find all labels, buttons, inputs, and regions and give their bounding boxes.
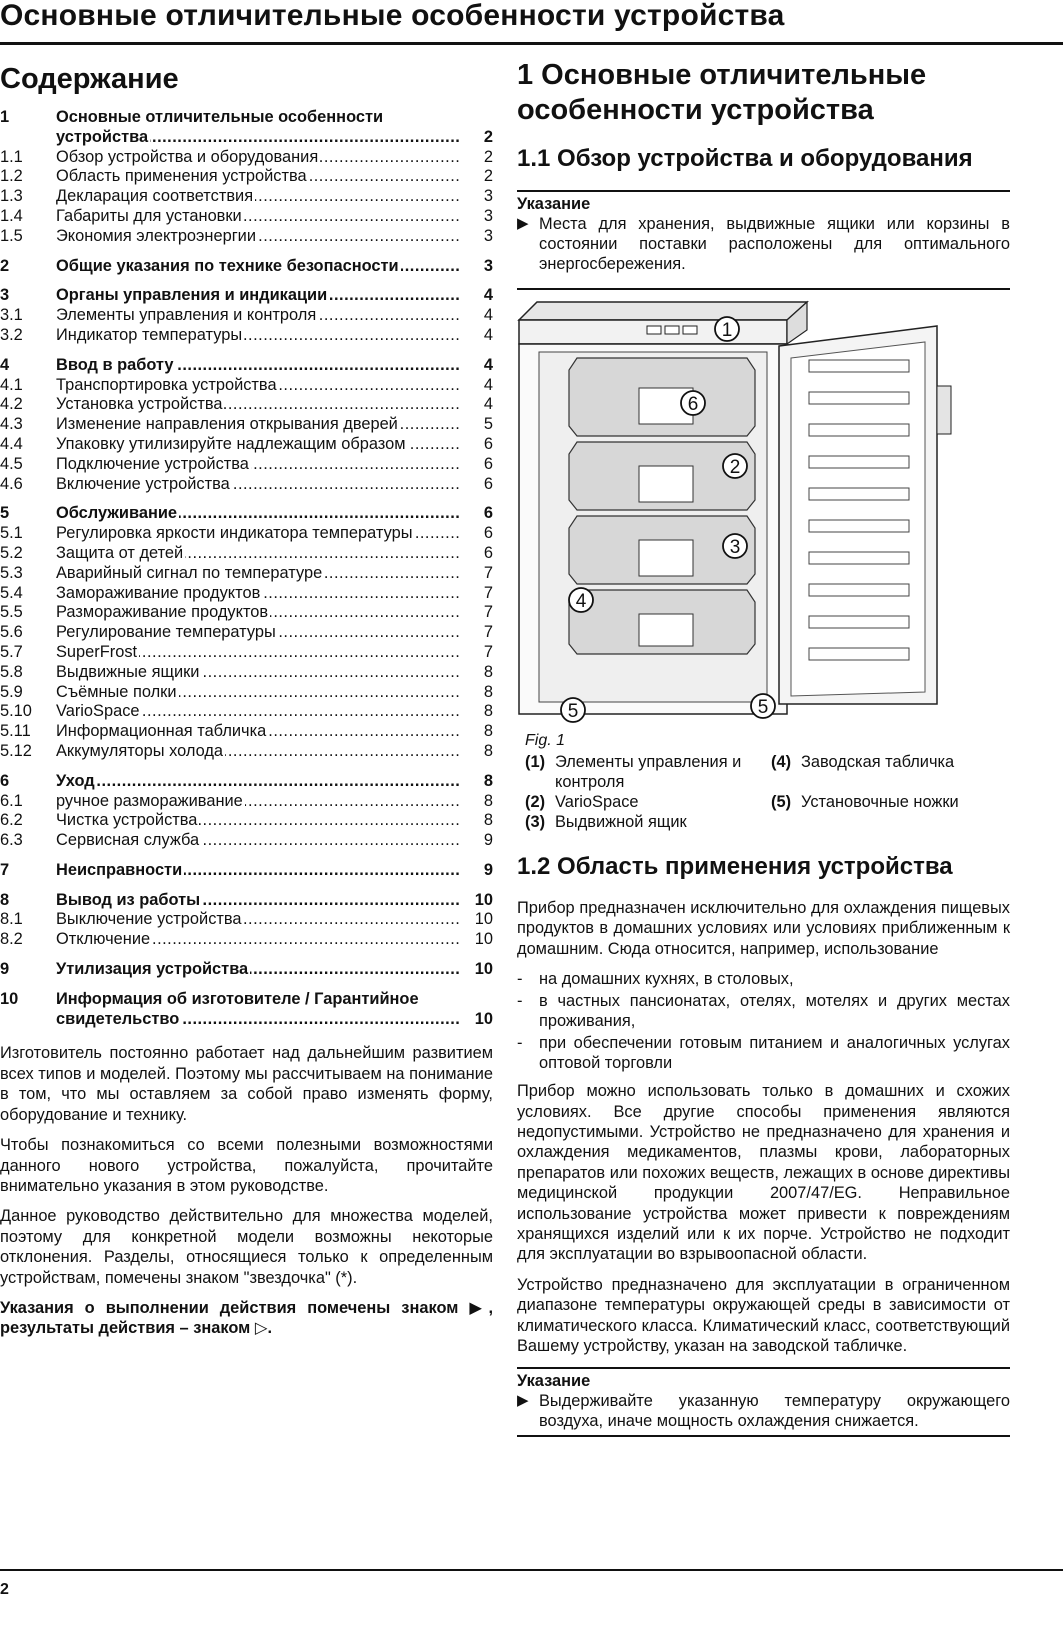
note-text: Выдерживайте указанную температуру окружающего воздуха, иначе мощность охлаждения снижается. <box>539 1391 1010 1430</box>
toc-entry-label: Включение устройства ..... <box>56 475 459 495</box>
toc-entry-label: Регулировка яркости индикатора температуры ..... <box>56 524 459 544</box>
toc-entry-page: 3 <box>483 206 493 225</box>
note-1-1 <box>517 190 1010 274</box>
toc-entry[interactable] <box>0 306 493 326</box>
intro-text <box>0 1043 493 1338</box>
toc-entry-label: Аварийный сигнал по температуре ..... <box>56 564 459 584</box>
toc-entry[interactable] <box>0 286 493 306</box>
toc-entry[interactable] <box>0 811 493 831</box>
toc-entry-number: 3.2 <box>0 325 23 344</box>
toc-entry[interactable] <box>0 356 493 376</box>
toc-entry-number: 4.2 <box>0 395 23 414</box>
toc-entry-number: 9 <box>0 960 10 979</box>
toc-entry-label: Отключение ..... <box>56 930 459 950</box>
toc-entry[interactable] <box>0 643 493 663</box>
section-1-2-paragraph-2: Прибор можно использовать только в домашних и схожих условиях. Все другие способы применения являются недопустимыми. Устройство не предназначено для хранения и охлаждения медикаментов, плазмы крови, лабораторных препаратов или похожих веществ, лежащих в основе директивы медицинской продукции 2007/47/EG. Неправильное использование устройства может привести к повреждениям хранящихся изделий или к их порче. Устройство не подходит для эксплуатации во взрывоопасной области. <box>517 1082 1010 1264</box>
toc-entry-page: 6 <box>483 524 493 543</box>
toc-entry-number: 5.5 <box>0 603 23 622</box>
page-header-title: Основные отличительные особенности устройства <box>0 0 785 32</box>
right-column <box>517 58 1010 1451</box>
toc-entry-label: Подключение устройства ..... <box>56 455 459 475</box>
toc-entry[interactable] <box>0 772 493 792</box>
toc-entry[interactable] <box>0 663 493 683</box>
toc-entry-label: Органы управления и индикации ..... <box>56 286 459 306</box>
toc-entry[interactable] <box>0 108 493 128</box>
toc-entry-label: Неисправности ..... <box>56 861 459 881</box>
toc-entry-number: 1.4 <box>0 206 23 225</box>
usage-list <box>517 969 1010 1073</box>
toc-entry-label: ручное размораживание ..... <box>56 792 459 812</box>
toc-entry-page: 8 <box>483 722 493 741</box>
figure-caption: Fig. 1 <box>525 732 566 749</box>
toc-entry-label: Аккумуляторы холода ..... <box>56 742 459 762</box>
toc-entry-label: Чистка устройства ..... <box>56 811 459 831</box>
toc-entry-number: 3 <box>0 286 10 305</box>
action-arrow-icon: ▶ <box>517 1391 529 1409</box>
toc-entry-number: 6.1 <box>0 791 23 810</box>
toc-entry-number: 5.11 <box>0 722 31 741</box>
toc-entry[interactable] <box>0 603 493 623</box>
toc-entry-page: 3 <box>483 187 493 206</box>
note-title: Указание <box>517 195 591 213</box>
toc-entry-number: 4.4 <box>0 434 23 453</box>
toc-entry-label: Съёмные полки ..... <box>56 683 459 703</box>
toc-entry-number: 5.6 <box>0 623 23 642</box>
toc-entry-label: Информация об изготовителе / Гарантийное <box>56 989 419 1008</box>
toc-entry-number: 1.5 <box>0 226 23 245</box>
toc-entry[interactable] <box>0 683 493 703</box>
toc-entry[interactable] <box>0 207 493 227</box>
toc-entry-label: Замораживание продуктов ..... <box>56 584 459 604</box>
toc-entry-label: Экономия электроэнергии ..... <box>56 227 459 247</box>
toc-entry-label: Обзор устройства и оборудования ..... <box>56 148 459 168</box>
callout-3: 3 <box>729 537 741 558</box>
toc-group <box>0 772 493 851</box>
toc-entry-page: 2 <box>483 167 493 186</box>
toc-entry-label: Габариты для установки ..... <box>56 207 459 227</box>
toc-entry-number: 1.3 <box>0 187 23 206</box>
table-of-contents <box>0 108 493 1029</box>
toc-entry-number: 5 <box>0 504 10 523</box>
toc-entry-page: 6 <box>483 454 493 473</box>
page-header <box>0 0 1063 45</box>
toc-entry[interactable] <box>0 1010 493 1030</box>
toc-entry-page <box>459 990 493 1010</box>
callout-4: 4 <box>575 591 587 612</box>
toc-entry-page: 10 <box>474 1009 493 1028</box>
toc-entry[interactable] <box>0 722 493 742</box>
toc-entry[interactable] <box>0 148 493 168</box>
toc-entry[interactable] <box>0 742 493 762</box>
toc-entry[interactable] <box>0 128 493 148</box>
toc-entry[interactable] <box>0 792 493 812</box>
toc-entry-number <box>0 128 56 148</box>
toc-entry-label: Выключение устройства ..... <box>56 910 459 930</box>
note-text: Места для хранения, выдвижные ящики или корзины в состоянии поставки расположены для оптимального энергосбережения. <box>539 215 1010 273</box>
section-1-2-title: 1.2 Область применения устройства <box>517 853 953 880</box>
toc-entry-number: 5.7 <box>0 642 23 661</box>
toc-entry-number: 8.1 <box>0 910 23 929</box>
toc-entry[interactable] <box>0 831 493 851</box>
toc-entry[interactable] <box>0 475 493 495</box>
toc-entry-page: 7 <box>483 563 493 582</box>
toc-entry[interactable] <box>0 167 493 187</box>
freezer-illustration <box>517 300 1010 730</box>
toc-entry-page: 9 <box>483 860 493 879</box>
toc-entry-page: 8 <box>483 702 493 721</box>
toc-entry-label: Декларация соответствия ..... <box>56 187 459 207</box>
callout-5-left: 5 <box>567 701 579 722</box>
toc-entry-page: 10 <box>474 910 493 929</box>
toc-entry-page: 6 <box>483 543 493 562</box>
toc-entry-page: 7 <box>483 623 493 642</box>
toc-entry[interactable] <box>0 584 493 604</box>
toc-entry-label: свидетельство ..... <box>56 1010 459 1030</box>
note-body <box>517 1391 1010 1431</box>
toc-entry-page: 10 <box>474 890 493 909</box>
toc-entry[interactable] <box>0 960 493 980</box>
section-1-title: 1 Основные отличительные особенности устройства <box>517 59 927 126</box>
toc-entry-page <box>459 108 493 128</box>
list-item: - в частных пансионатах, отелях, мотелях и других местах проживания, <box>517 992 1010 1031</box>
legend-item: (5) Установочные ножки <box>771 793 959 811</box>
callout-6: 6 <box>687 394 699 415</box>
toc-group <box>0 504 493 761</box>
intro-paragraph-3: Данное руководство действительно для множества моделей, поэтому для конкретной модели возможны некоторые отклонения. Разделы, относящиеся только к определенным устройствам, помечены знаком "звездочка" (*). <box>0 1207 493 1287</box>
toc-entry[interactable] <box>0 435 493 455</box>
toc-entry-label: Уход ..... <box>56 772 459 792</box>
section-1-1-title: 1.1 Обзор устройства и оборудования <box>517 145 973 172</box>
toc-entry-number: 5.2 <box>0 543 23 562</box>
toc-entry-page: 3 <box>483 256 493 275</box>
toc-entry-label: Вывод из работы ..... <box>56 891 459 911</box>
toc-entry-number: 5.10 <box>0 702 32 721</box>
toc-entry[interactable] <box>0 623 493 643</box>
toc-entry-label: Индикатор температуры ..... <box>56 326 459 346</box>
toc-entry-page: 7 <box>483 583 493 602</box>
toc-entry[interactable] <box>0 564 493 584</box>
left-column <box>0 58 493 1349</box>
page-footer <box>0 1569 1063 1599</box>
toc-entry[interactable] <box>0 227 493 247</box>
note-body <box>517 214 1010 274</box>
toc-entry-number: 5.3 <box>0 563 23 582</box>
toc-entry-page: 6 <box>483 434 493 453</box>
toc-entry-label: Основные отличительные особенности <box>56 108 384 126</box>
page-number: 2 <box>0 1581 9 1598</box>
toc-entry[interactable] <box>0 504 493 524</box>
toc-entry-page: 8 <box>483 662 493 681</box>
legend-item: (4) Заводская табличка <box>771 753 955 771</box>
legend-item: (2) VarioSpace <box>525 793 639 811</box>
toc-entry-label: Транспортировка устройства ..... <box>56 376 459 396</box>
toc-entry-number: 10 <box>0 989 19 1008</box>
toc-entry-page: 10 <box>474 960 493 979</box>
toc-entry-number <box>0 1010 56 1030</box>
toc-entry-page: 8 <box>483 741 493 760</box>
toc-entry-label: Область применения устройства ..... <box>56 167 459 187</box>
toc-entry-number: 7 <box>0 860 10 879</box>
toc-entry[interactable] <box>0 326 493 346</box>
toc-entry-number: 5.9 <box>0 682 23 701</box>
toc-entry-number: 2 <box>0 256 10 275</box>
action-marker-note: Указания о выполнении действия помечены знаком ▶, результаты действия – знаком ▷. <box>0 1298 493 1338</box>
toc-entry-page: 8 <box>483 791 493 810</box>
toc-entry-label: SuperFrost ..... <box>56 643 459 663</box>
toc-entry-number: 8.2 <box>0 930 23 949</box>
toc-entry-page: 6 <box>483 504 493 523</box>
toc-entry-number: 8 <box>0 890 10 909</box>
toc-entry-number: 6.2 <box>0 811 23 830</box>
action-arrow-icon: ▶ <box>517 215 529 232</box>
toc-entry-number: 1.2 <box>0 167 23 186</box>
toc-entry-label: Изменение направления открывания дверей ..... <box>56 415 459 435</box>
toc-group <box>0 861 493 881</box>
toc-entry[interactable] <box>0 187 493 207</box>
toc-title: Содержание <box>0 63 179 95</box>
toc-entry-number: 1.1 <box>0 147 23 166</box>
toc-entry[interactable] <box>0 990 493 1010</box>
toc-entry[interactable] <box>0 415 493 435</box>
toc-group <box>0 960 493 980</box>
toc-entry-label: Обслуживание ..... <box>56 504 459 524</box>
toc-entry-number: 4.5 <box>0 454 23 473</box>
toc-entry[interactable] <box>0 861 493 881</box>
toc-entry-number: 4.3 <box>0 415 23 434</box>
toc-group <box>0 108 493 247</box>
section-1-2-paragraph-1: Прибор предназначен исключительно для охлаждения пищевых продуктов в домашних условиях или условиях приближенным к домашним. Сюда относится, например, использование <box>517 899 1010 958</box>
toc-entry-label: Выдвижные ящики ..... <box>56 663 459 683</box>
toc-entry-page: 3 <box>483 226 493 245</box>
toc-entry-number: 4.6 <box>0 474 23 493</box>
toc-entry-page: 5 <box>483 415 493 434</box>
toc-group <box>0 356 493 495</box>
toc-group <box>0 990 493 1030</box>
toc-entry-label: Защита от детей ..... <box>56 544 459 564</box>
section-1-2-paragraph-3: Устройство предназначено для эксплуатации в ограниченном диапазоне температуры окружающей среды в зависимости от климатического класса. Климатический класс, соответствующий Вашему устройству, указан на заводской табличке. <box>517 1275 1010 1356</box>
toc-entry-page: 6 <box>483 474 493 493</box>
toc-entry[interactable] <box>0 376 493 396</box>
toc-entry-page: 2 <box>483 127 493 146</box>
toc-entry-label: Элементы управления и контроля ..... <box>56 306 459 326</box>
toc-entry-label: Установка устройства ..... <box>56 395 459 415</box>
toc-entry-number: 1 <box>0 108 10 126</box>
toc-entry-label: Общие указания по технике безопасности ..... <box>56 257 459 277</box>
intro-paragraph-2: Чтобы познакомиться со всеми полезными возможностями данного нового устройства, пожалуйста, прочитайте внимательно указания в этом руководстве. <box>0 1136 493 1195</box>
toc-entry-label: устройства ..... <box>56 128 459 148</box>
toc-entry-page: 4 <box>483 306 493 325</box>
toc-entry-label: Упаковку утилизируйте надлежащим образом ..... <box>56 435 459 455</box>
toc-entry[interactable] <box>0 524 493 544</box>
figure-legend <box>525 752 1010 832</box>
toc-entry-page: 8 <box>483 682 493 701</box>
note-title: Указание <box>517 1371 591 1390</box>
list-item: - при обеспечении готовым питанием и аналогичных услугах оптовой торговли <box>517 1034 1010 1073</box>
intro-paragraph-1: Изготовитель постоянно работает над дальнейшим развитием всех типов и моделей. Поэтому мы рассчитываем на понимание в том, что мы оставляем за собой право изменять форму, оборудование и технику. <box>0 1044 493 1124</box>
toc-entry[interactable] <box>0 455 493 475</box>
toc-entry-label: Регулирование температуры ..... <box>56 623 459 643</box>
callout-1: 1 <box>721 320 733 341</box>
toc-entry-label: VarioSpace ..... <box>56 702 459 722</box>
toc-entry-page: 2 <box>483 147 493 166</box>
toc-entry-label: Утилизация устройства ..... <box>56 960 459 980</box>
toc-entry-page: 4 <box>483 355 493 374</box>
toc-entry-number: 5.4 <box>0 583 23 602</box>
toc-entry-number: 5.12 <box>0 741 32 760</box>
toc-entry-page: 4 <box>483 395 493 414</box>
legend-item: (1) Элементы управления и контроля <box>525 753 742 791</box>
toc-entry[interactable] <box>0 910 493 930</box>
toc-entry-page: 7 <box>483 603 493 622</box>
toc-entry-number: 3.1 <box>0 306 23 325</box>
toc-entry-page: 8 <box>483 811 493 830</box>
callout-5-right: 5 <box>757 697 769 718</box>
toc-entry-page: 8 <box>483 771 493 790</box>
toc-entry-label: Информационная табличка ..... <box>56 722 459 742</box>
toc-entry-number: 4 <box>0 355 10 374</box>
toc-entry-label: Сервисная служба ..... <box>56 831 459 851</box>
callout-2: 2 <box>729 457 741 478</box>
toc-group <box>0 891 493 950</box>
toc-entry-number: 4.1 <box>0 375 23 394</box>
toc-entry[interactable] <box>0 891 493 911</box>
toc-entry-page: 4 <box>483 286 493 305</box>
toc-entry-page: 4 <box>483 375 493 394</box>
toc-entry-number: 6.3 <box>0 831 23 850</box>
toc-entry-page: 9 <box>483 831 493 850</box>
toc-entry-number: 5.8 <box>0 662 23 681</box>
toc-entry[interactable] <box>0 395 493 415</box>
figure-1 <box>517 288 1010 832</box>
list-item: - на домашних кухнях, в столовых, <box>517 970 794 989</box>
toc-entry-number: 5.1 <box>0 524 23 543</box>
toc-entry-page: 4 <box>483 325 493 344</box>
toc-group <box>0 286 493 345</box>
toc-entry-label: Размораживание продуктов ..... <box>56 603 459 623</box>
legend-item: (3) Выдвижной ящик <box>525 813 687 831</box>
toc-entry-label: Ввод в работу ..... <box>56 356 459 376</box>
toc-entry-page: 7 <box>483 642 493 661</box>
toc-group <box>0 257 493 277</box>
note-1-2 <box>517 1367 1010 1437</box>
toc-entry[interactable] <box>0 930 493 950</box>
toc-entry[interactable] <box>0 702 493 722</box>
toc-entry-number: 6 <box>0 771 10 790</box>
toc-entry[interactable] <box>0 257 493 277</box>
toc-entry[interactable] <box>0 544 493 564</box>
toc-entry-page: 10 <box>474 930 493 949</box>
